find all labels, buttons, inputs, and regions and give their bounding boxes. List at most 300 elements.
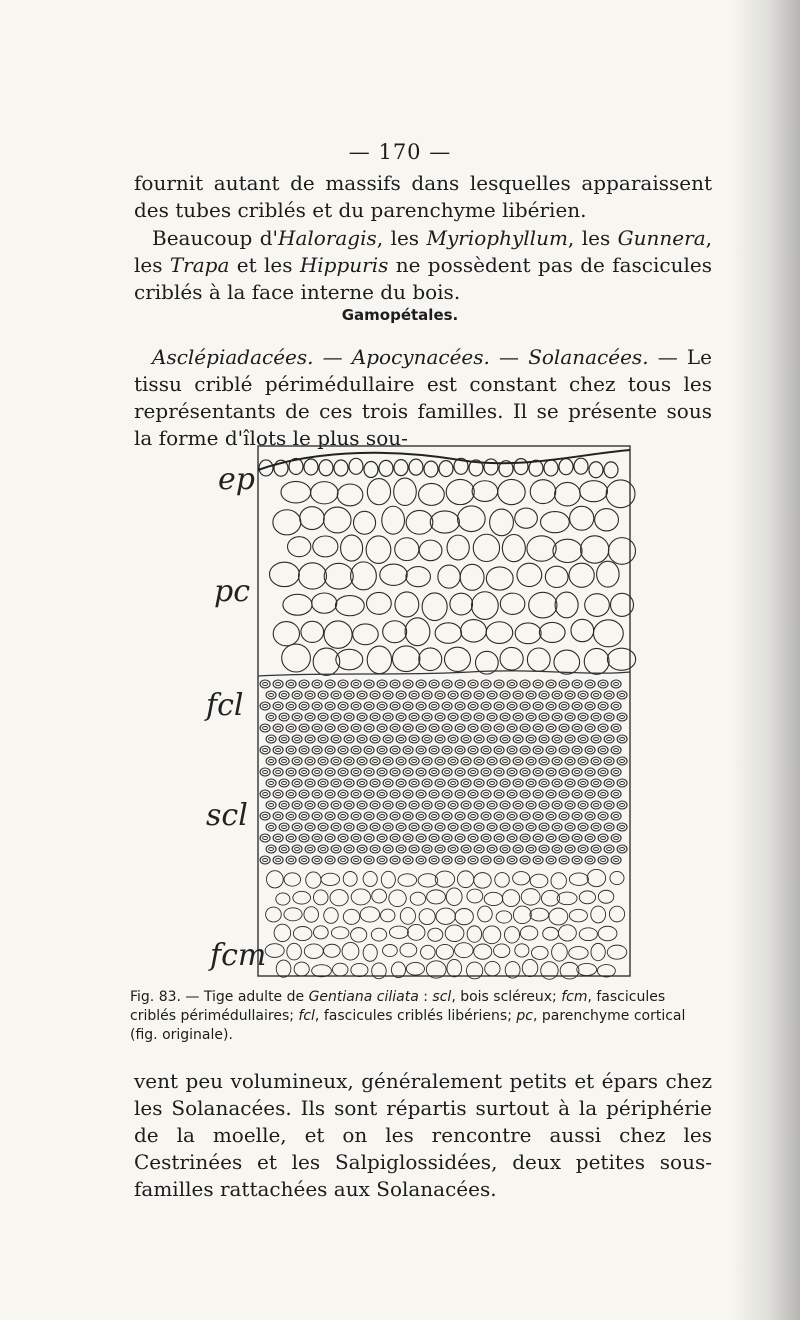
cell-lumen [445,815,450,818]
cell-lumen [607,804,612,807]
cell-outline [366,536,391,563]
cell-outline [273,724,283,732]
cell-lumen [549,859,554,862]
cell-lumen [562,859,567,862]
cell-outline [481,834,491,842]
cell-lumen [432,749,437,752]
cell-outline [370,757,380,765]
cell-lumen [302,771,307,774]
cell-outline [521,889,540,906]
cell-lumen [555,716,560,719]
cell-outline [539,735,549,743]
cell-outline [468,812,478,820]
cell-outline [546,856,556,864]
cell-outline [422,801,432,809]
cell-lumen [406,815,411,818]
cell-outline [591,943,605,960]
cell-outline [461,735,471,743]
cell-outline [364,812,374,820]
cell-outline [409,779,419,787]
cell-lumen [438,826,443,829]
cell-lumen [321,760,326,763]
cell-outline [494,702,504,710]
cell-lumen [497,815,502,818]
cell-outline [574,458,588,474]
cell-lumen [542,826,547,829]
cell-lumen [289,727,294,730]
cell-outline [552,735,562,743]
cell-outline [442,856,452,864]
cell-outline [448,779,458,787]
cell-lumen [263,683,268,686]
cell-lumen [451,760,456,763]
cell-outline [569,909,587,922]
cell-outline [416,702,426,710]
cell-outline [324,944,341,957]
cell-outline [572,724,582,732]
cell-outline [279,713,289,721]
cell-lumen [263,771,268,774]
cell-lumen [477,716,482,719]
cell-outline [357,845,367,853]
cell-lumen [315,859,320,862]
cell-outline [409,713,419,721]
cell-lumen [386,694,391,697]
cell-lumen [341,683,346,686]
cell-outline [435,823,445,831]
cell-lumen [484,683,489,686]
cell-outline [325,812,335,820]
cell-outline [552,757,562,765]
cell-outline [572,834,582,842]
cell-outline [607,648,635,670]
cell-outline [377,724,387,732]
cell-lumen [432,859,437,862]
cell-lumen [302,683,307,686]
cell-outline [611,812,621,820]
cell-outline [481,812,491,820]
cell-outline [604,779,614,787]
text-run: et les [229,253,300,277]
cell-lumen [315,749,320,752]
cell-outline [304,944,323,959]
cell-outline [429,680,439,688]
cell-outline [474,691,484,699]
cell-outline [520,812,530,820]
cell-outline [292,779,302,787]
cell-lumen [516,804,521,807]
cell-lumen [575,793,580,796]
cell-outline [500,845,510,853]
cell-outline [292,713,302,721]
cell-outline [276,893,290,905]
cell-lumen [588,815,593,818]
cell-lumen [614,683,619,686]
cell-lumen [367,859,372,862]
cell-lumen [497,771,502,774]
cell-lumen [425,760,430,763]
page-edge-shadow [730,0,800,1320]
cell-outline [343,871,357,886]
cell-lumen [276,815,281,818]
cell-outline [446,888,462,906]
cell-outline [338,746,348,754]
cell-lumen [315,837,320,840]
cell-outline [474,735,484,743]
cell-lumen [607,716,612,719]
cell-lumen [276,837,281,840]
cell-outline [474,873,491,889]
cell-outline [598,746,608,754]
cell-outline [445,925,464,942]
cell-lumen [471,771,476,774]
cell-outline [377,812,387,820]
cell-outline [531,946,548,959]
cell-lumen [588,683,593,686]
cell-lumen [308,738,313,741]
cell-outline [403,834,413,842]
cell-outline [617,823,627,831]
cell-lumen [373,848,378,851]
cell-outline [494,790,504,798]
cell-lumen [360,760,365,763]
cell-outline [286,812,296,820]
cell-lumen [497,705,502,708]
cell-outline [370,713,380,721]
cell-outline [591,779,601,787]
cell-lumen [328,749,333,752]
cell-lumen [269,782,274,785]
cell-outline [286,680,296,688]
cell-outline [495,873,510,888]
cell-lumen [334,804,339,807]
cell-lumen [419,793,424,796]
cell-outline [396,845,406,853]
cell-lumen [458,683,463,686]
cell-outline [331,691,341,699]
cell-outline [364,724,374,732]
cell-outline [325,724,335,732]
cell-lumen [614,859,619,862]
cell-outline [330,890,348,906]
cell-outline [468,746,478,754]
cell-outline [286,856,296,864]
cell-outline [396,823,406,831]
cell-outline [513,872,530,885]
cell-outline [474,944,492,959]
cell-outline [587,869,605,886]
cell-outline [569,947,588,960]
cell-lumen [555,848,560,851]
cell-lumen [289,771,294,774]
cell-lumen [464,716,469,719]
cell-outline [266,691,276,699]
cell-lumen [620,716,625,719]
cell-outline [435,779,445,787]
genus-myriophyllum: Myriophyllum [426,226,568,250]
cell-outline [409,691,419,699]
cell-outline [282,644,311,672]
cell-lumen [373,826,378,829]
cell-lumen [568,716,573,719]
cell-lumen [347,716,352,719]
cell-outline [409,823,419,831]
cell-lumen [516,848,521,851]
cell-lumen [601,771,606,774]
cell-outline [424,461,438,477]
cell-outline [299,724,309,732]
cell-outline [549,908,568,925]
cell-outline [287,943,302,960]
cell-outline [598,790,608,798]
cell-lumen [620,738,625,741]
cell-lumen [308,760,313,763]
cell-lumen [432,683,437,686]
cell-outline [335,596,364,616]
cell-outline [351,702,361,710]
cell-lumen [438,760,443,763]
cell-outline [396,757,406,765]
cell-outline [609,906,624,922]
caption-abbr-scl: scl [432,989,452,1005]
cell-outline [422,845,432,853]
caption-prefix: Fig. 83. — Tige adulte de [130,989,309,1005]
cell-outline [273,834,283,842]
cell-lumen [445,705,450,708]
cell-lumen [399,694,404,697]
cell-lumen [276,793,281,796]
cell-lumen [380,727,385,730]
cell-lumen [581,804,586,807]
cell-outline [318,735,328,743]
cell-lumen [282,782,287,785]
cell-outline [467,889,483,903]
cell-outline [429,724,439,732]
cell-lumen [510,727,515,730]
cell-lumen [393,705,398,708]
cell-lumen [477,760,482,763]
cell-outline [311,482,338,504]
paragraph-2 [134,225,712,306]
cell-outline [487,735,497,743]
cell-outline [325,790,335,798]
cell-outline [396,801,406,809]
cell-lumen [529,804,534,807]
cell-lumen [451,804,456,807]
cell-outline [494,834,504,842]
cell-lumen [354,793,359,796]
cell-lumen [594,760,599,763]
cell-lumen [536,771,541,774]
cell-lumen [399,804,404,807]
cell-outline [367,479,390,505]
cell-outline [607,945,626,959]
cell-outline [608,538,635,565]
page-number: — 170 — [348,140,452,164]
cell-outline [416,724,426,732]
cell-lumen [386,716,391,719]
text-run: , bois scléreux; [451,989,562,1005]
cell-outline [351,856,361,864]
cell-lumen [620,804,625,807]
cell-lumen [536,793,541,796]
cell-outline [273,510,301,535]
cell-outline [351,834,361,842]
cell-outline [446,479,474,504]
text-run: Beaucoup d' [152,226,279,250]
cell-outline [266,845,276,853]
cell-lumen [399,738,404,741]
cell-outline [591,713,601,721]
cell-lumen [269,804,274,807]
cell-lumen [295,716,300,719]
cell-outline [312,768,322,776]
cell-outline [318,691,328,699]
cell-outline [546,724,556,732]
cell-outline [591,906,606,923]
cell-outline [539,823,549,831]
cell-outline [421,945,436,959]
cell-lumen [497,793,502,796]
cell-outline [486,567,513,590]
cell-outline [294,962,309,976]
cell-outline [312,790,322,798]
cell-lumen [484,705,489,708]
cell-lumen [581,826,586,829]
cell-outline [604,801,614,809]
cell-outline [370,691,380,699]
cell-lumen [568,826,573,829]
cell-outline [293,891,311,904]
cell-lumen [490,716,495,719]
cell-lumen [484,859,489,862]
cell-outline [299,746,309,754]
cell-outline [279,757,289,765]
cell-outline [273,702,283,710]
cell-outline [304,459,318,475]
cell-outline [527,536,556,561]
cell-lumen [282,804,287,807]
cell-lumen [503,694,508,697]
cell-outline [403,768,413,776]
cell-outline [395,592,419,617]
cell-outline [552,943,568,961]
cell-outline [406,510,433,534]
cell-lumen [347,826,352,829]
figure-caption [130,988,712,1045]
cell-lumen [568,782,573,785]
cell-outline [419,483,445,505]
cell-lumen [510,749,515,752]
cell-outline [578,823,588,831]
cell-lumen [562,771,567,774]
cell-outline [487,779,497,787]
cell-lumen [282,738,287,741]
cell-outline [539,691,549,699]
cell-outline [305,779,315,787]
cell-lumen [529,782,534,785]
cell-lumen [516,826,521,829]
cell-lumen [536,727,541,730]
cell-outline [300,507,325,530]
cell-outline [442,812,452,820]
cell-lumen [536,837,541,840]
caption-abbr-fcl: fcl [298,1008,315,1024]
cell-outline [494,812,504,820]
cell-lumen [341,727,346,730]
cell-outline [408,924,425,940]
cell-outline [494,768,504,776]
cell-outline [461,620,487,642]
cell-lumen [380,837,385,840]
cell-lumen [295,804,300,807]
cell-lumen [607,760,612,763]
cell-outline [598,890,613,903]
cell-lumen [425,826,430,829]
cell-outline [383,713,393,721]
cell-outline [325,680,335,688]
cell-outline [539,622,565,642]
cell-outline [527,648,550,671]
cell-outline [559,459,573,475]
cell-outline [507,746,517,754]
cell-lumen [471,837,476,840]
cell-lumen [289,705,294,708]
cell-outline [299,856,309,864]
cell-outline [530,480,556,504]
cell-lumen [386,760,391,763]
cell-lumen [607,738,612,741]
cell-outline [260,702,270,710]
cell-outline [331,735,341,743]
cell-lumen [471,705,476,708]
cell-lumen [601,749,606,752]
cell-lumen [458,771,463,774]
cell-lumen [263,837,268,840]
cell-outline [273,768,283,776]
cell-lumen [549,727,554,730]
tissue-section-drawing [200,440,640,985]
cell-lumen [276,859,281,862]
cell-outline [533,834,543,842]
cell-outline [458,506,486,532]
cell-outline [312,702,322,710]
cell-outline [579,928,597,941]
cell-lumen [601,793,606,796]
cell-lumen [367,749,372,752]
cell-lumen [380,859,385,862]
cell-outline [370,823,380,831]
cell-lumen [458,837,463,840]
cell-outline [461,713,471,721]
cell-outline [396,691,406,699]
cell-outline [312,834,322,842]
cell-outline [481,790,491,798]
cell-lumen [536,859,541,862]
cell-outline [430,511,459,533]
cell-outline [344,691,354,699]
cell-outline [445,647,471,671]
cell-outline [370,779,380,787]
cell-lumen [406,771,411,774]
paragraph-3 [134,344,712,452]
cell-outline [581,536,609,563]
cell-outline [392,646,419,672]
cell-outline [419,648,442,671]
cell-lumen [412,716,417,719]
cell-outline [513,823,523,831]
cell-outline [555,592,578,618]
